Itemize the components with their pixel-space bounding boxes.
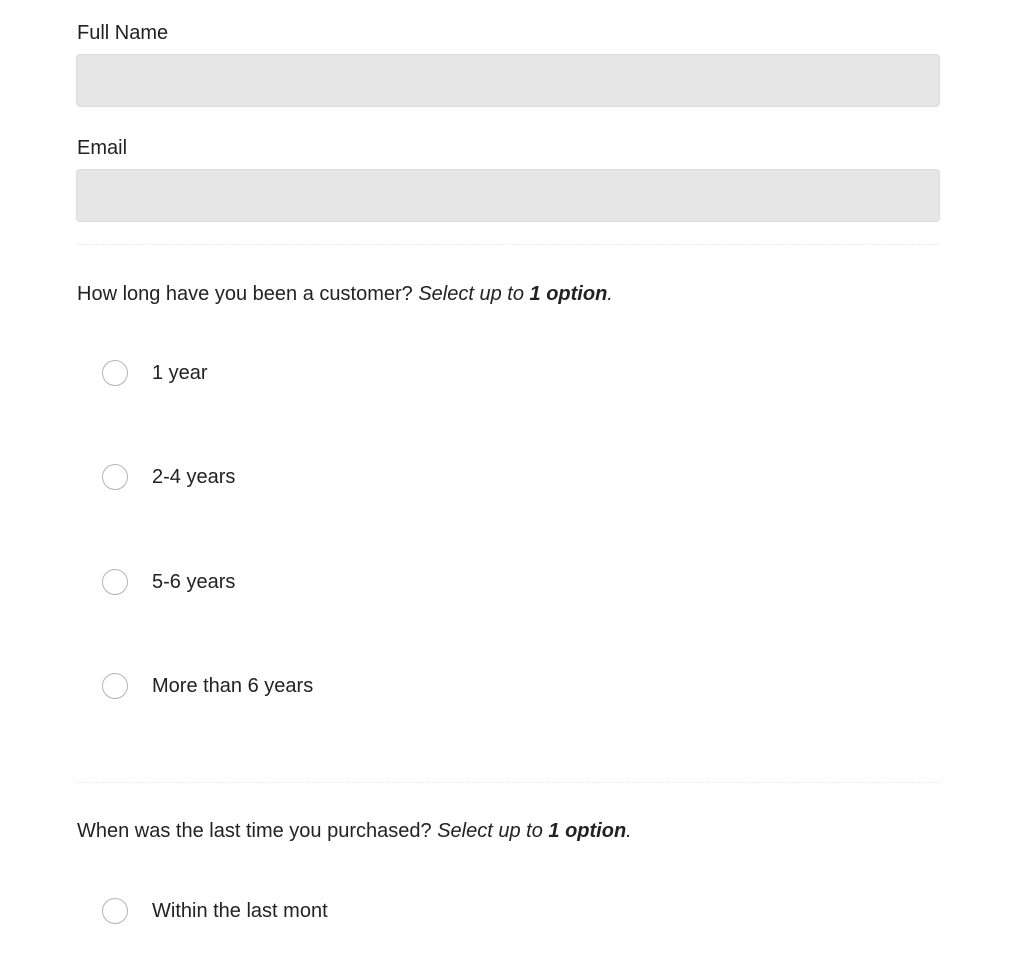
radio-option-2-4-years[interactable] xyxy=(102,463,235,491)
radio-option-label: 5-6 years xyxy=(152,571,236,593)
radio-option-within-last-month[interactable] xyxy=(102,897,328,925)
hint-suffix: . xyxy=(607,283,613,305)
radio-option-1-year[interactable] xyxy=(102,359,208,387)
radio-button[interactable] xyxy=(102,569,128,595)
hint-count: 1 option xyxy=(548,820,627,842)
section-divider xyxy=(76,782,940,783)
radio-button[interactable] xyxy=(102,898,128,924)
hint-count: 1 option xyxy=(529,283,608,305)
radio-option-label: 1 year xyxy=(152,362,208,384)
question-customer-duration xyxy=(77,281,613,307)
question-hint xyxy=(418,283,613,305)
section-divider xyxy=(76,244,940,245)
question-hint xyxy=(437,820,632,842)
question-last-purchase xyxy=(77,818,632,844)
radio-button[interactable] xyxy=(102,360,128,386)
radio-option-label: More than 6 years xyxy=(152,675,314,697)
email-label: Email xyxy=(77,137,128,159)
email-input[interactable] xyxy=(76,169,940,222)
full-name-label: Full Name xyxy=(77,22,169,44)
radio-button[interactable] xyxy=(102,673,128,699)
hint-prefix: Select up to xyxy=(437,820,543,842)
hint-suffix: . xyxy=(626,820,632,842)
question-text: When was the last time you purchased? xyxy=(77,820,432,842)
radio-option-more-than-6-years[interactable] xyxy=(102,672,313,700)
radio-option-label: 2-4 years xyxy=(152,466,236,488)
radio-button[interactable] xyxy=(102,464,128,490)
radio-option-5-6-years[interactable] xyxy=(102,568,235,596)
question-text: How long have you been a customer? xyxy=(77,283,413,305)
hint-prefix: Select up to xyxy=(418,283,524,305)
radio-option-label: Within the last mont xyxy=(152,900,328,922)
full-name-input[interactable] xyxy=(76,54,940,107)
